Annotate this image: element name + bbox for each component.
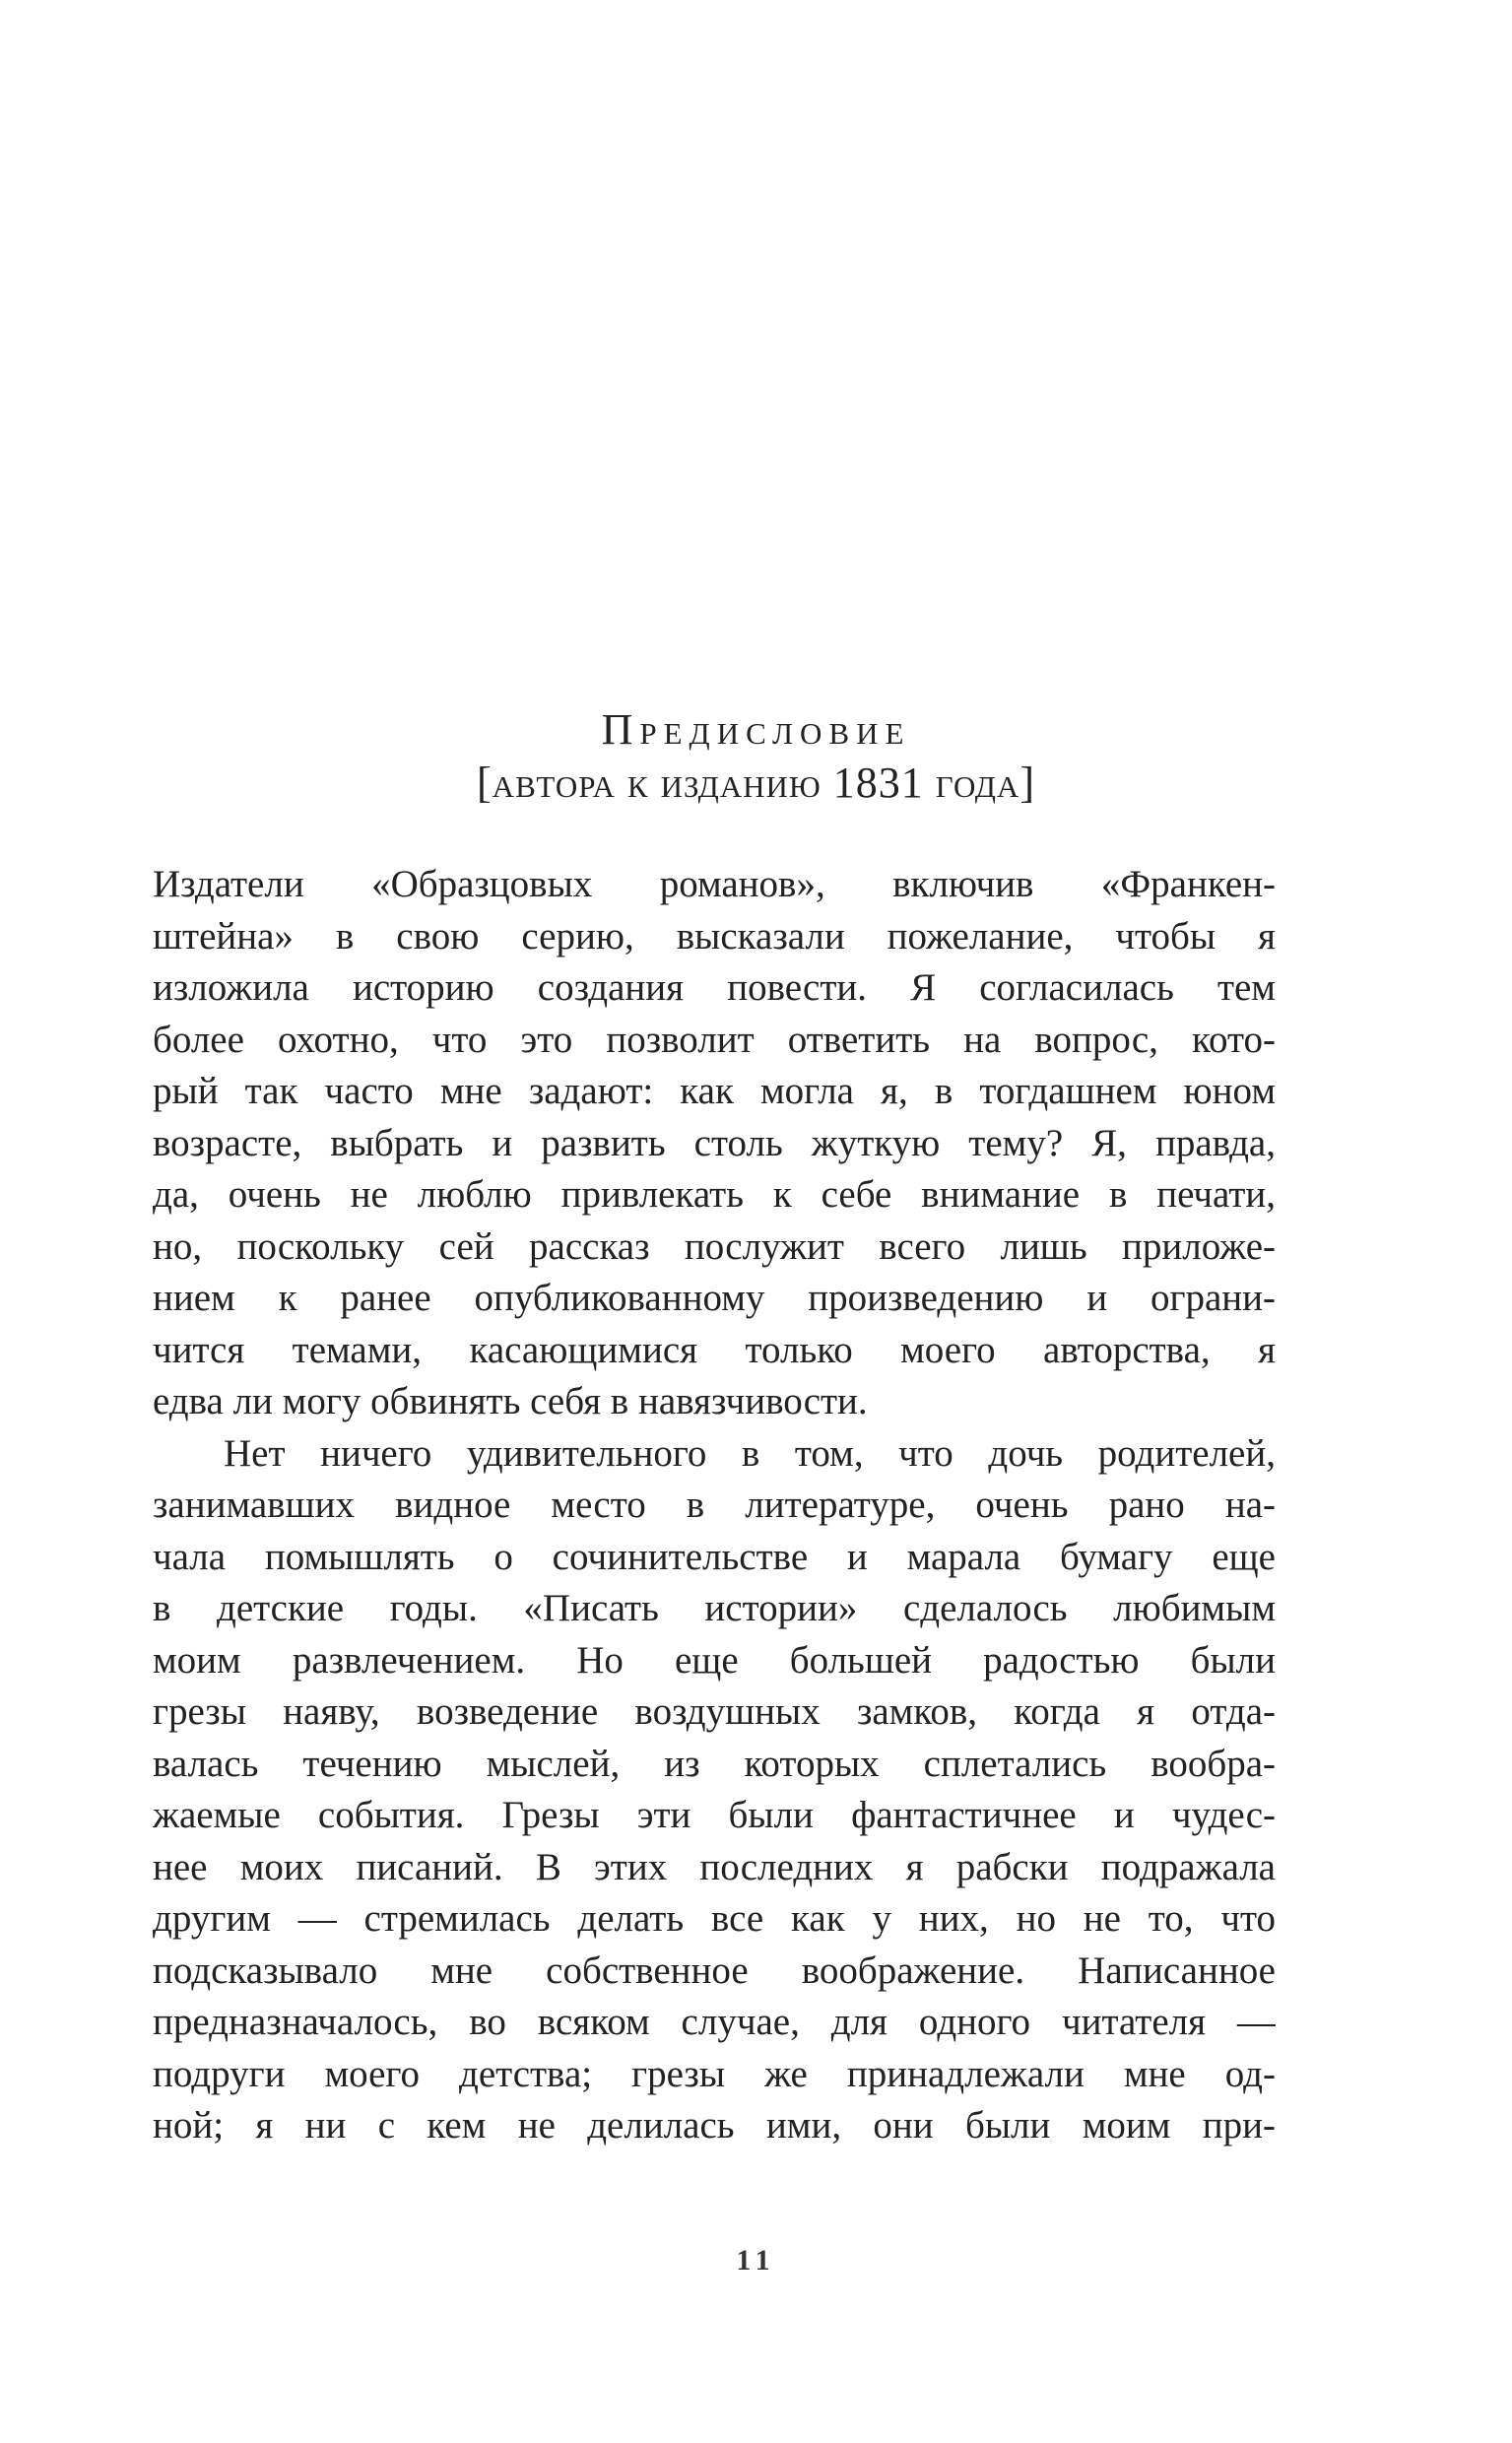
text-line: жаемые события. Грезы эти были фантастичнее и чудес- [153,1794,1276,1836]
text-line: занимавших видное место в литературе, очень рано на- [153,1484,1276,1526]
body-text [153,859,1276,2152]
text-line: возрасте, выбрать и развить столь жуткую тему? Я, правда, [153,1121,1276,1164]
text-line: в детские годы. «Писать истории» сделалось любимым [153,1587,1276,1629]
text-line: чится темами, касающимися только моего авторства, я [153,1328,1276,1371]
paragraph [153,1428,1276,2152]
chapter-subtitle: [автора к изданию 1831 года] [477,759,1035,807]
text-line: подруги моего детства; грезы же принадлежали мне од- [153,2052,1276,2095]
text-line: рый так часто мне задают: как могла я, в тогдашнем юном [153,1070,1276,1112]
chapter-heading [0,704,1512,809]
text-line: но, поскольку сей рассказ послужит всего лишь приложе- [153,1224,1276,1268]
text-line: да, очень не люблю привлекать к себе внимание в печати, [153,1173,1276,1216]
page-number: 11 [736,2244,776,2277]
text-line: едва ли могу обвинять себя в навязчивости. [153,1380,868,1422]
chapter-title: Предисловие [601,705,911,754]
text-line: ной; я ни с кем не делилась ими, они были моим при- [153,2104,1276,2146]
text-line: штейна» в свою серию, высказали пожелание, чтобы я [153,914,1276,957]
text-line: более охотно, что это позволит ответить на вопрос, кото- [153,1018,1276,1061]
text-line: валась течению мыслей, из которых сплетались вообра- [153,1742,1276,1785]
text-line: моим развлечением. Но еще большей радостью были [153,1638,1276,1682]
text-line: Издатели «Образцовых романов», включив «Франкен- [153,863,1276,905]
text-line: нием к ранее опубликованному произведению и ограни- [153,1277,1276,1319]
text-line: другим — стремилась делать все как у них, но не то, что [153,1897,1276,1940]
text-line: нее моих писаний. В этих последних я рабски подражала [153,1845,1276,1888]
text-line: грезы наяву, возведение воздушных замков, когда я отда- [153,1690,1276,1733]
text-line: чала помышлять о сочинительстве и марала бумагу еще [153,1535,1276,1578]
paragraph [153,859,1276,1428]
text-line: предназначалось, во всяком случае, для одного читателя — [153,2001,1276,2043]
text-line: изложила историю создания повести. Я согласилась тем [153,966,1276,1009]
text-line: подсказывало мне собственное воображение. Написанное [153,1948,1276,1992]
text-line: Нет ничего удивительного в том, что дочь родителей, [224,1431,1276,1475]
